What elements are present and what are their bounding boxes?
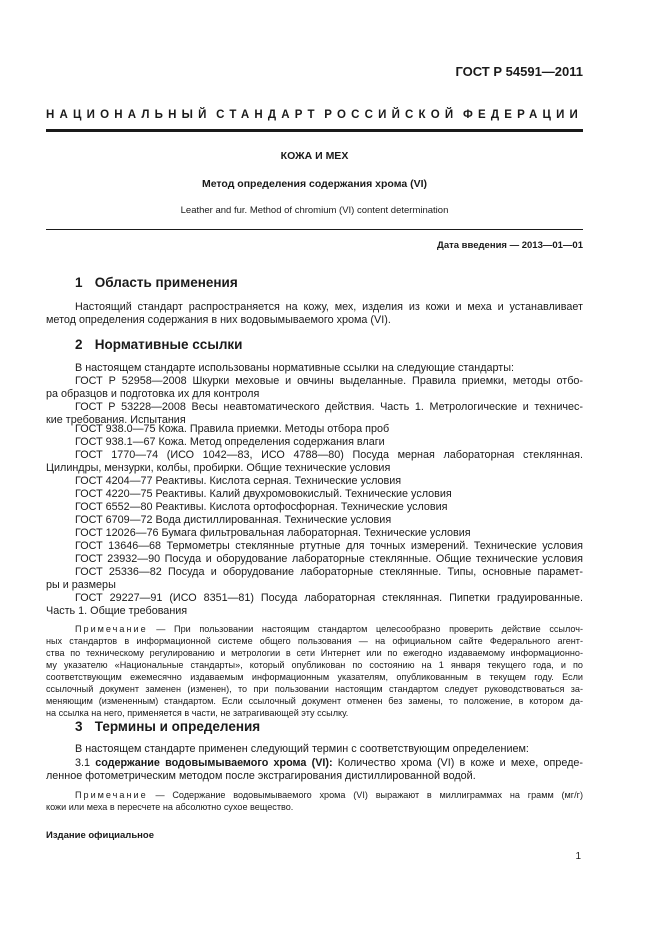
- term-line: [46, 757, 583, 770]
- header-thin-rule: [46, 229, 583, 230]
- reference-line: ГОСТ 12026—76 Бумага фильтровальная лабораторная. Технические условия: [75, 527, 471, 539]
- reference-line: ГОСТ Р 53228—2008 Весы неавтоматического действия. Часть 1. Метрологические и техничес-: [75, 401, 583, 413]
- note-line: ных стандартов в информационной системе общего пользования — на официальном сайте Федерального агент-: [46, 636, 583, 646]
- banner-word: НАЦИОНАЛЬНЫЙ: [46, 109, 212, 121]
- introduction-date: Дата введения — 2013—01—01: [437, 240, 583, 251]
- paragraph-line: В настоящем стандарте использованы нормативные ссылки на следующие стандарты:: [75, 362, 514, 374]
- section-2-heading: [75, 337, 242, 352]
- reference-line: ГОСТ 938.1—67 Кожа. Метод определения содержания влаги: [75, 436, 385, 448]
- paragraph-line: В настоящем стандарте применен следующий термин с соответствующим определением:: [75, 743, 529, 755]
- reference-line: ГОСТ 25336—82 Посуда и оборудование лабораторные стеклянные. Типы, основные парамет-: [75, 566, 583, 578]
- section-title: Термины и определения: [94, 719, 261, 734]
- note-text: — Содержание водовымываемого хрома (VI) выражают в миллиграммах на грамм (мг/г): [155, 790, 583, 800]
- note-line: му указателю «Национальные стандарты», который опубликован по состоянию на 1 января текущего года, и по: [46, 660, 583, 670]
- note-line: ссылочный документ заменен (изменен), то при пользовании настоящим стандартом следует руководствоваться за-: [46, 684, 583, 694]
- page-number: 1: [575, 851, 581, 862]
- banner-word: СТАНДАРТ: [216, 109, 320, 121]
- section-title: Область применения: [94, 275, 238, 290]
- note-line: меняющим (измененным) стандартом. Если ссылочный документ отменен без замены, то положение, в котором да-: [46, 696, 583, 706]
- document-subject: КОЖА И МЕХ: [280, 150, 349, 162]
- paragraph-line: Настоящий стандарт распространяется на кожу, мех, изделия из кожи и меха и устанавливает: [75, 301, 583, 313]
- document-id: ГОСТ Р 54591—2011: [455, 64, 583, 79]
- reference-line: ГОСТ 938.0—75 Кожа. Правила приемки. Методы отбора проб: [75, 423, 390, 435]
- reference-line: Цилиндры, мензурки, колбы, пробирки. Общие технические условия: [46, 462, 391, 474]
- reference-line: кие требования. Испытания: [46, 414, 186, 426]
- reference-line: ры и размеры: [46, 579, 116, 591]
- reference-line: ГОСТ Р 52958—2008 Шкурки меховые и овчины выделанные. Правила приемки, методы отбо-: [75, 375, 583, 387]
- section-number: 2: [75, 337, 83, 352]
- paragraph-line: метод определения содержания в них водовымываемого хрома (VI).: [46, 314, 391, 326]
- banner-word: ФЕДЕРАЦИИ: [462, 109, 583, 121]
- reference-line: ГОСТ 6552—80 Реактивы. Кислота ортофосфорная. Технические условия: [75, 501, 448, 513]
- document-title-ru: Метод определения содержания хрома (VI): [201, 178, 427, 190]
- reference-line: Часть 1. Общие требования: [46, 605, 188, 617]
- section-1-heading: [75, 275, 238, 290]
- banner-word: РОССИЙСКОЙ: [324, 109, 459, 121]
- term-name: содержание водовымываемого хрома (VI):: [95, 757, 333, 769]
- note-line: соответствующим ежемесячно издаваемым информационным указателям, опубликованным в текущем году. Если: [46, 672, 583, 682]
- note-line: на ссылка на него, применяется в части, не затрагивающей эту ссылку.: [46, 708, 349, 718]
- header-thick-rule: [46, 129, 583, 132]
- reference-line: ГОСТ 23932—90 Посуда и оборудование лабораторные стеклянные. Общие технические условия: [75, 553, 583, 565]
- note-line: кожи или меха в пересчете на абсолютно сухое вещество.: [46, 802, 294, 812]
- note-line: [46, 790, 583, 802]
- note-line: [46, 624, 583, 636]
- reference-line: ГОСТ 4220—75 Реактивы. Калий двухромовокислый. Технические условия: [75, 488, 452, 500]
- note-label: Примечание: [75, 624, 148, 634]
- reference-line: ра образцов и подготовка их для контроля: [46, 388, 260, 400]
- section-number: 1: [75, 275, 83, 290]
- note-text: — При пользовании настоящим стандартом целесообразно проверить действие ссылоч-: [156, 624, 584, 634]
- reference-line: ГОСТ 6709—72 Вода дистиллированная. Технические условия: [75, 514, 392, 526]
- note-label: Примечание: [75, 790, 148, 800]
- reference-line: ГОСТ 4204—77 Реактивы. Кислота серная. Технические условия: [75, 475, 402, 487]
- section-number: 3: [75, 719, 83, 734]
- reference-line: ГОСТ 13646—68 Термометры стеклянные ртутные для точных измерений. Технические условия: [75, 540, 583, 552]
- national-standard-banner: [46, 109, 583, 121]
- reference-line: ГОСТ 1770—74 (ИСО 1042—83, ИСО 4788—80) Посуда мерная лабораторная стеклянная.: [75, 449, 583, 461]
- term-number: 3.1: [75, 757, 91, 769]
- document-title-en: Leather and fur. Method of chromium (VI) content determination: [180, 205, 449, 216]
- term-definition: Количество хрома (VI) в коже и мехе, опреде-: [337, 757, 583, 769]
- term-line: ленное фотометрическим методом после экстрагирования дистиллированной водой.: [46, 770, 476, 782]
- section-3-heading: [75, 719, 260, 734]
- section-title: Нормативные ссылки: [94, 337, 243, 352]
- note-line: ства по техническому регулированию и метрологии в сети Интернет или по ежегодно издаваемому информационно-: [46, 648, 583, 658]
- reference-line: ГОСТ 29227—91 (ИСО 8351—81) Посуда лабораторная стеклянная. Пипетки градуированные.: [75, 592, 583, 604]
- official-edition-label: Издание официальное: [46, 830, 154, 841]
